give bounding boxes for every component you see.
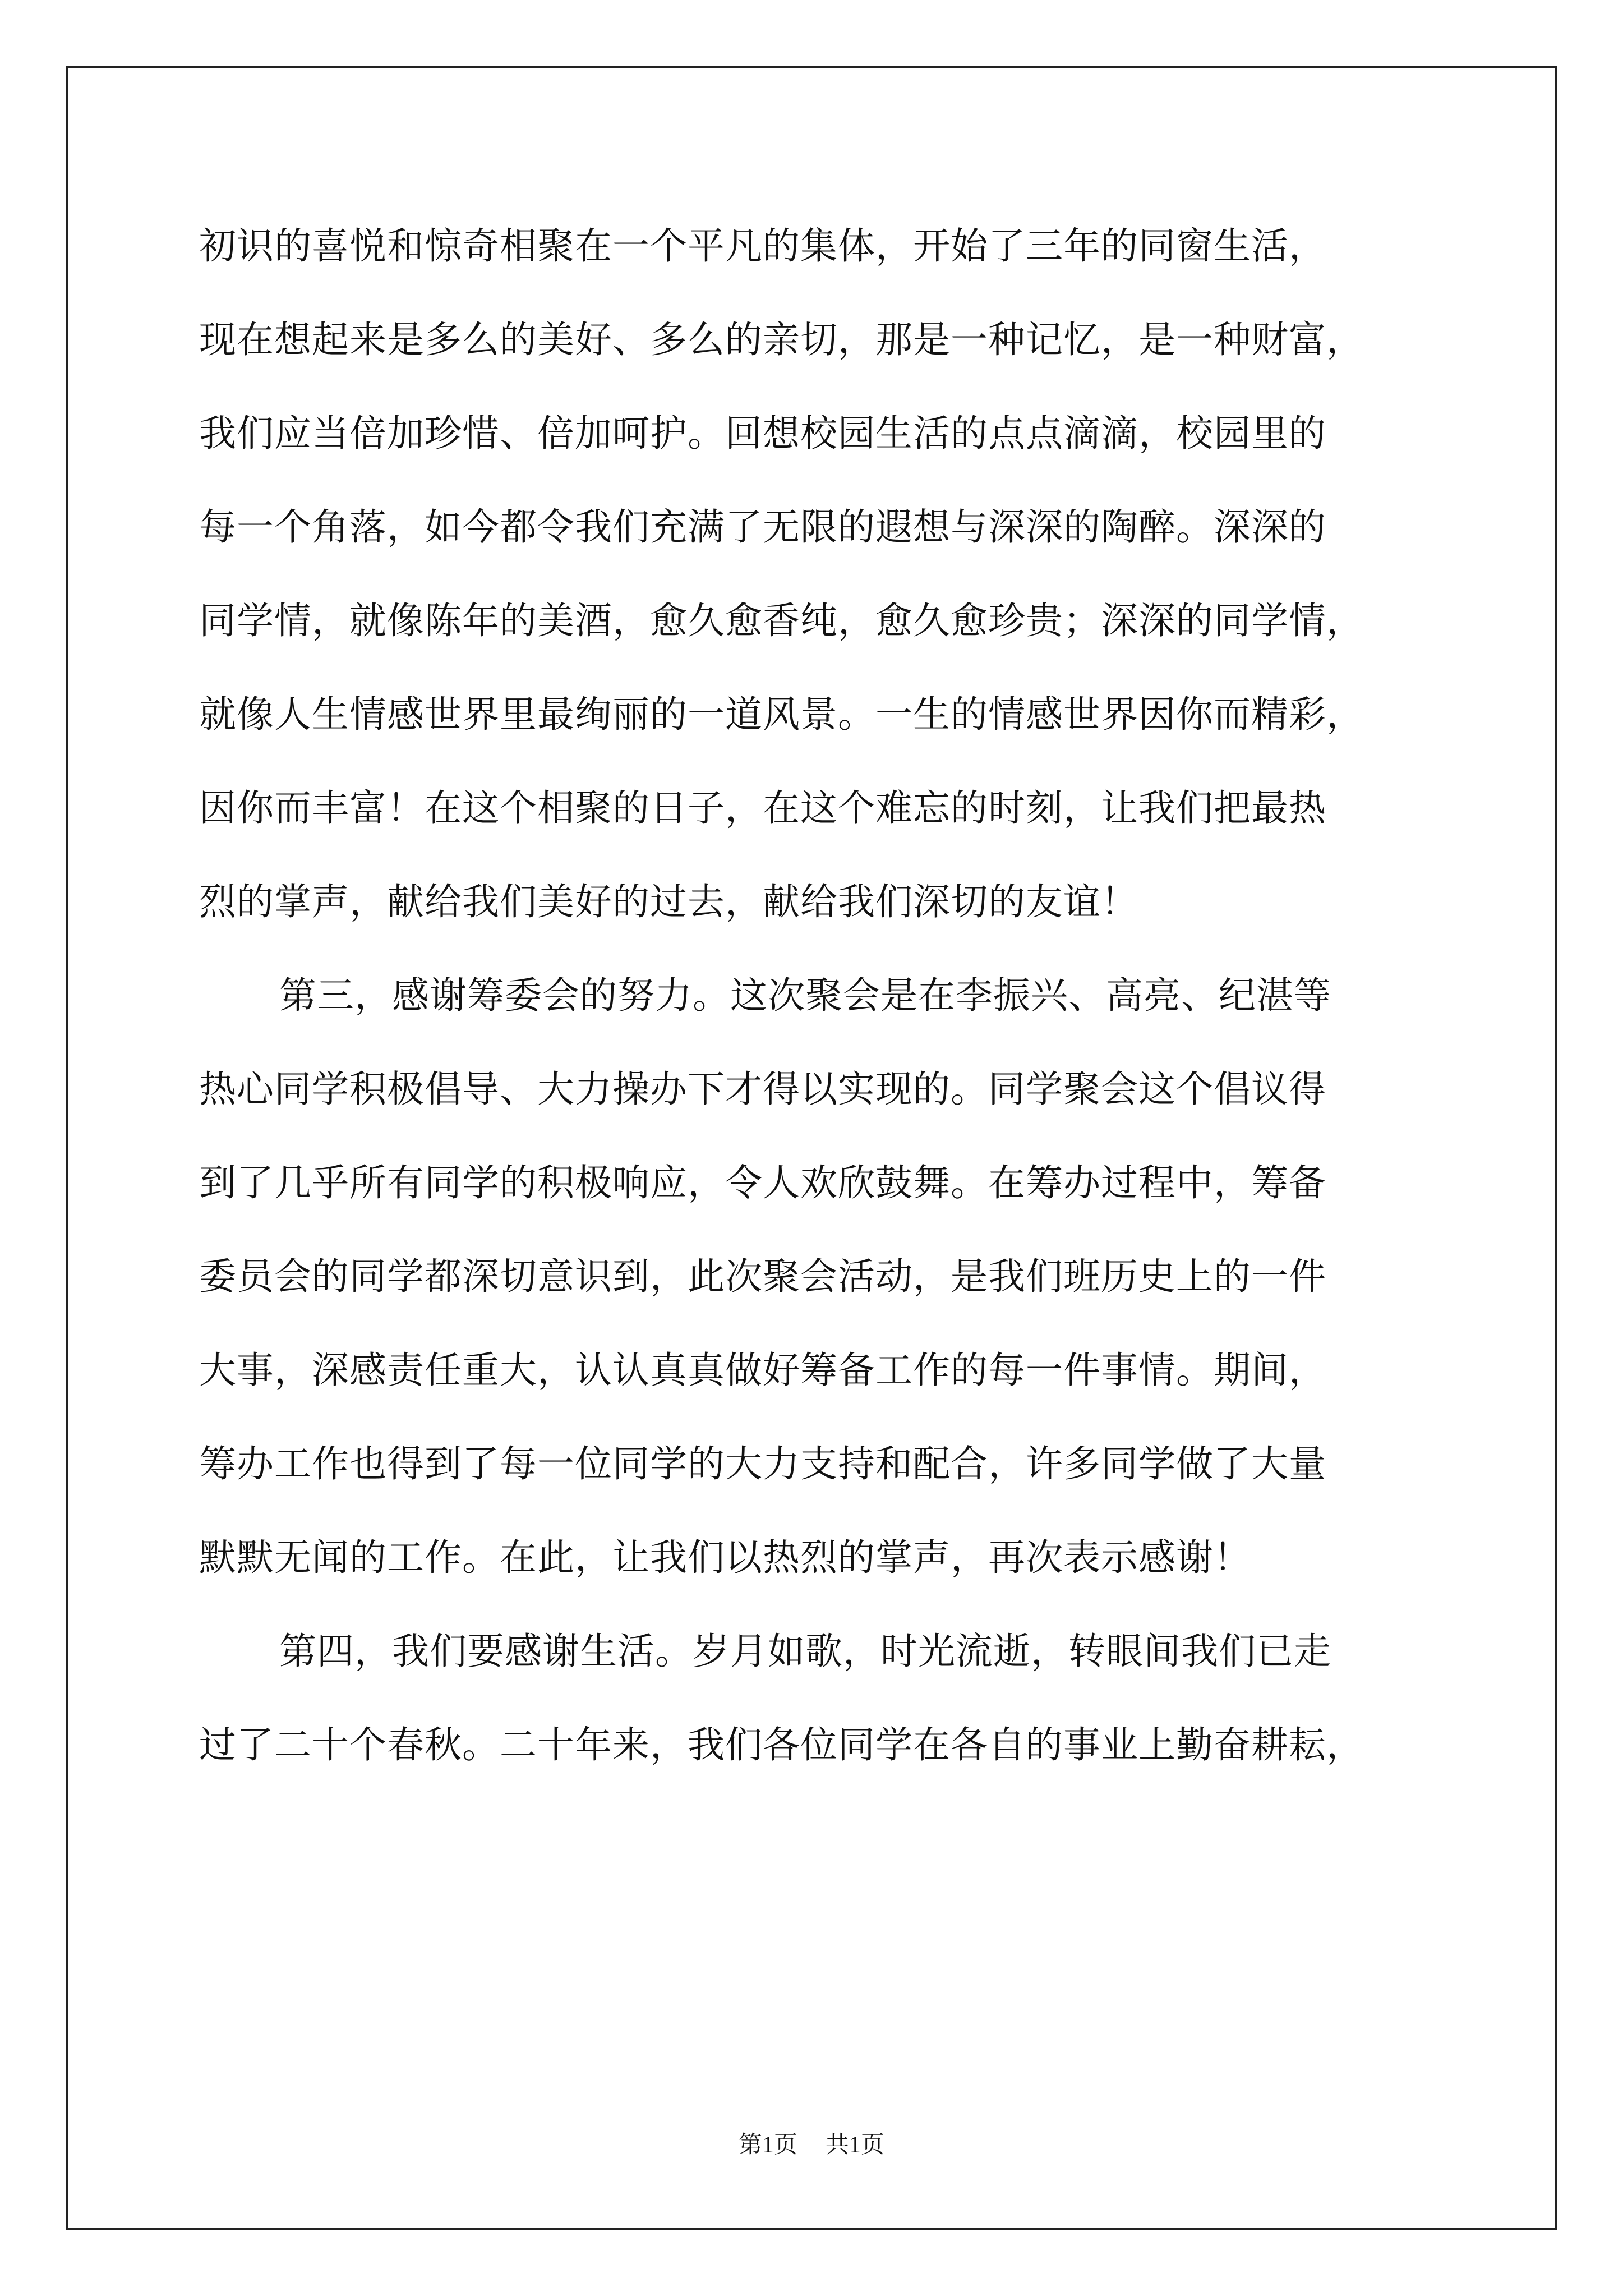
text-line: 热心同学积极倡导、大力操办下才得以实现的。同学聚会这个倡议得: [199, 1068, 1326, 1111]
text-line: 初识的喜悦和惊奇相聚在一个平凡的集体，开始了三年的同窗生活，: [199, 224, 1326, 268]
text-line: 过了二十个春秋。二十年来，我们各位同学在各自的事业上勤奋耕耘，: [199, 1723, 1364, 1766]
paragraph-start-line: 第四，我们要感谢生活。岁月如歌，时光流逝，转眼间我们已走: [279, 1630, 1331, 1673]
document-body: [199, 199, 1443, 1792]
text-line: 我们应当倍加珍惜、倍加呵护。回想校园生活的点点滴滴，校园里的: [199, 412, 1326, 455]
text-line: 因你而丰富！在这个相聚的日子，在这个难忘的时刻，让我们把最热: [199, 786, 1326, 830]
text-line: 现在想起来是多么的美好、多么的亲切，那是一种记忆，是一种财富，: [199, 318, 1364, 361]
text-line: 到了几乎所有同学的积极响应，令人欢欣鼓舞。在筹办过程中，筹备: [199, 1161, 1326, 1204]
text-line: 烈的掌声，献给我们美好的过去，献给我们深切的友谊！: [199, 880, 1138, 923]
text-line: 每一个角落，如今都令我们充满了无限的遐想与深深的陶醉。深深的: [199, 505, 1326, 549]
page-footer: [0, 2126, 1623, 2160]
text-line: 委员会的同学都深切意识到，此次聚会活动，是我们班历史上的一件: [199, 1255, 1326, 1298]
page-number: 第1页: [738, 2132, 797, 2158]
text-line: 默默无闻的工作。在此，让我们以热烈的掌声，再次表示感谢！: [199, 1536, 1251, 1579]
page-total: 共1页: [826, 2132, 885, 2158]
text-line: 就像人生情感世界里最绚丽的一道风景。一生的情感世界因你而精彩，: [199, 693, 1364, 736]
paragraph-start-line: 第三，感谢筹委会的努力。这次聚会是在李振兴、高亮、纪湛等: [279, 974, 1331, 1017]
text-line: 筹办工作也得到了每一位同学的大力支持和配合，许多同学做了大量: [199, 1442, 1326, 1485]
text-line: 大事，深感责任重大，认认真真做好筹备工作的每一件事情。期间，: [199, 1349, 1326, 1392]
text-line: 同学情，就像陈年的美酒，愈久愈香纯，愈久愈珍贵；深深的同学情，: [199, 599, 1364, 642]
